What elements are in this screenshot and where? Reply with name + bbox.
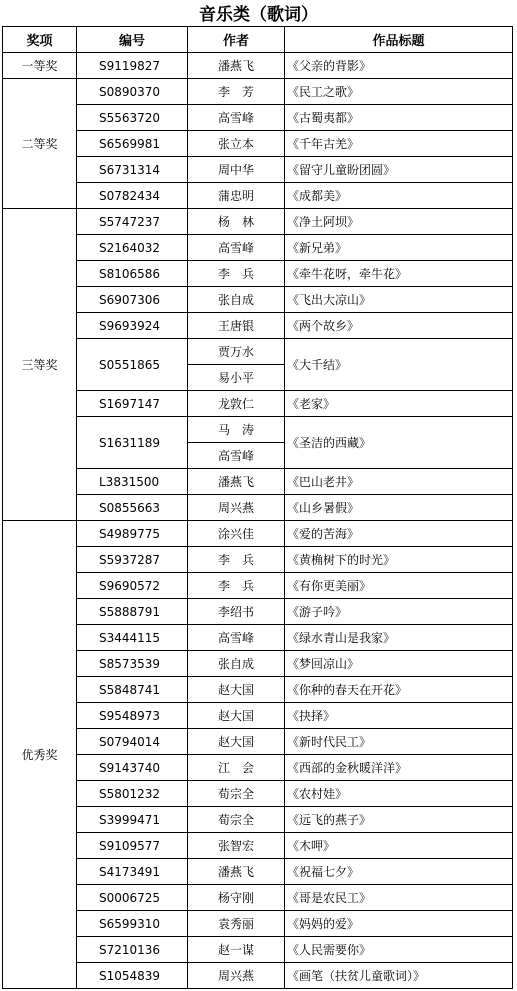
work-title-cell: 《成都美》 [285,183,513,209]
work-title-cell: 《飞出大凉山》 [285,287,513,313]
table-row [3,677,513,703]
entry-id-cell: S7210136 [77,937,188,963]
work-title-cell: 《游子吟》 [285,599,513,625]
author-cell: 易小平 [188,365,285,391]
entry-id-cell: S5747237 [77,209,188,235]
award-level-cell: 三等奖 [3,209,77,521]
awards-table [2,26,513,989]
work-title-cell: 《黄桷树下的时光》 [285,547,513,573]
work-title-cell: 《有你更美丽》 [285,573,513,599]
work-title-cell: 《净土阿坝》 [285,209,513,235]
header-id: 编号 [77,27,188,53]
table-row [3,703,513,729]
author-cell: 李 芳 [188,79,285,105]
work-title-cell: 《远飞的燕子》 [285,807,513,833]
work-title-cell: 《圣洁的西藏》 [285,417,513,469]
work-title-cell: 《巴山老井》 [285,469,513,495]
entry-id-cell: S5563720 [77,105,188,131]
entry-id-cell: S9119827 [77,53,188,79]
author-cell: 荀宗全 [188,807,285,833]
author-cell: 周兴燕 [188,963,285,989]
entry-id-cell: S0782434 [77,183,188,209]
award-level-cell: 一等奖 [3,53,77,79]
author-cell: 李 兵 [188,261,285,287]
table-row [3,599,513,625]
entry-id-cell: L3831500 [77,469,188,495]
work-title-cell: 《祝福七夕》 [285,859,513,885]
table-row [3,183,513,209]
table-row [3,833,513,859]
table-row [3,313,513,339]
table-row [3,729,513,755]
author-cell: 袁秀丽 [188,911,285,937]
table-row [3,209,513,235]
table-body [3,53,513,989]
entry-id-cell: S8573539 [77,651,188,677]
work-title-cell: 《绿水青山是我家》 [285,625,513,651]
work-title-cell: 《人民需要你》 [285,937,513,963]
work-title-cell: 《梦回凉山》 [285,651,513,677]
author-cell: 涂兴佳 [188,521,285,547]
entry-id-cell: S4989775 [77,521,188,547]
work-title-cell: 《抉择》 [285,703,513,729]
author-cell: 龙敦仁 [188,391,285,417]
work-title-cell: 《妈妈的爱》 [285,911,513,937]
table-row [3,807,513,833]
table-row [3,547,513,573]
entry-id-cell: S1054839 [77,963,188,989]
author-cell: 潘燕飞 [188,469,285,495]
work-title-cell: 《新兄弟》 [285,235,513,261]
table-row [3,469,513,495]
entry-id-cell: S5937287 [77,547,188,573]
work-title-cell: 《农村娃》 [285,781,513,807]
author-cell: 周兴燕 [188,495,285,521]
entry-id-cell: S6599310 [77,911,188,937]
work-title-cell: 《千年古羌》 [285,131,513,157]
table-row [3,287,513,313]
table-row [3,495,513,521]
table-row [3,911,513,937]
author-cell: 王唐银 [188,313,285,339]
table-row [3,157,513,183]
table-row [3,105,513,131]
author-cell: 赵一谋 [188,937,285,963]
entry-id-cell: S9143740 [77,755,188,781]
work-title-cell: 《新时代民工》 [285,729,513,755]
author-cell: 高雪峰 [188,443,285,469]
table-row [3,651,513,677]
table-row [3,755,513,781]
author-cell: 张立本 [188,131,285,157]
author-cell: 张自成 [188,651,285,677]
work-title-cell: 《父亲的背影》 [285,53,513,79]
author-cell: 赵大国 [188,703,285,729]
table-row [3,235,513,261]
table-row [3,131,513,157]
author-cell: 杨守刚 [188,885,285,911]
author-cell: 潘燕飞 [188,53,285,79]
header-award: 奖项 [3,27,77,53]
author-cell: 贾万水 [188,339,285,365]
work-title-cell: 《大千结》 [285,339,513,391]
work-title-cell: 《山乡暑假》 [285,495,513,521]
work-title-cell: 《西部的金秋暖洋洋》 [285,755,513,781]
author-cell: 高雪峰 [188,625,285,651]
table-row [3,521,513,547]
entry-id-cell: S6907306 [77,287,188,313]
work-title-cell: 《两个故乡》 [285,313,513,339]
author-cell: 高雪峰 [188,105,285,131]
work-title-cell: 《留守儿童盼团圆》 [285,157,513,183]
author-cell: 高雪峰 [188,235,285,261]
work-title-cell: 《老家》 [285,391,513,417]
author-cell: 赵大国 [188,729,285,755]
table-row [3,885,513,911]
table-row [3,781,513,807]
author-cell: 李 兵 [188,547,285,573]
entry-id-cell: S9548973 [77,703,188,729]
author-cell: 李绍书 [188,599,285,625]
table-row [3,963,513,989]
entry-id-cell: S0855663 [77,495,188,521]
work-title-cell: 《民工之歌》 [285,79,513,105]
author-cell: 赵大国 [188,677,285,703]
author-cell: 马 涛 [188,417,285,443]
table-row [3,261,513,287]
entry-id-cell: S9693924 [77,313,188,339]
work-title-cell: 《画笔（扶贫儿童歌词）》 [285,963,513,989]
author-cell: 李 兵 [188,573,285,599]
author-cell: 潘燕飞 [188,859,285,885]
entry-id-cell: S5848741 [77,677,188,703]
entry-id-cell: S2164032 [77,235,188,261]
entry-id-cell: S0794014 [77,729,188,755]
entry-id-cell: S8106586 [77,261,188,287]
table-row [3,53,513,79]
author-cell: 荀宗全 [188,781,285,807]
entry-id-cell: S1697147 [77,391,188,417]
work-title-cell: 《你种的春天在开花》 [285,677,513,703]
entry-id-cell: S3444115 [77,625,188,651]
author-cell: 杨 林 [188,209,285,235]
author-cell: 张智宏 [188,833,285,859]
entry-id-cell: S1631189 [77,417,188,469]
table-header-row [3,27,513,53]
entry-id-cell: S4173491 [77,859,188,885]
work-title-cell: 《爱的苦海》 [285,521,513,547]
entry-id-cell: S6731314 [77,157,188,183]
table-row [3,417,513,443]
author-cell: 周中华 [188,157,285,183]
entry-id-cell: S3999471 [77,807,188,833]
work-title-cell: 《哥是农民工》 [285,885,513,911]
author-cell: 张自成 [188,287,285,313]
entry-id-cell: S0551865 [77,339,188,391]
work-title-cell: 《牵牛花呀，牵牛花》 [285,261,513,287]
table-row [3,625,513,651]
author-cell: 蒲忠明 [188,183,285,209]
entry-id-cell: S5888791 [77,599,188,625]
table-row [3,339,513,365]
work-title-cell: 《木呷》 [285,833,513,859]
header-work-title: 作品标题 [285,27,513,53]
entry-id-cell: S9690572 [77,573,188,599]
table-row [3,937,513,963]
award-level-cell: 优秀奖 [3,521,77,989]
entry-id-cell: S0890370 [77,79,188,105]
work-title-cell: 《古蜀夷都》 [285,105,513,131]
author-cell: 江 会 [188,755,285,781]
table-row [3,79,513,105]
entry-id-cell: S0006725 [77,885,188,911]
entry-id-cell: S6569981 [77,131,188,157]
table-row [3,391,513,417]
page-title: 音乐类（歌词） [199,5,318,25]
table-row [3,573,513,599]
header-author: 作者 [188,27,285,53]
award-level-cell: 二等奖 [3,79,77,209]
entry-id-cell: S9109577 [77,833,188,859]
entry-id-cell: S5801232 [77,781,188,807]
table-row [3,859,513,885]
